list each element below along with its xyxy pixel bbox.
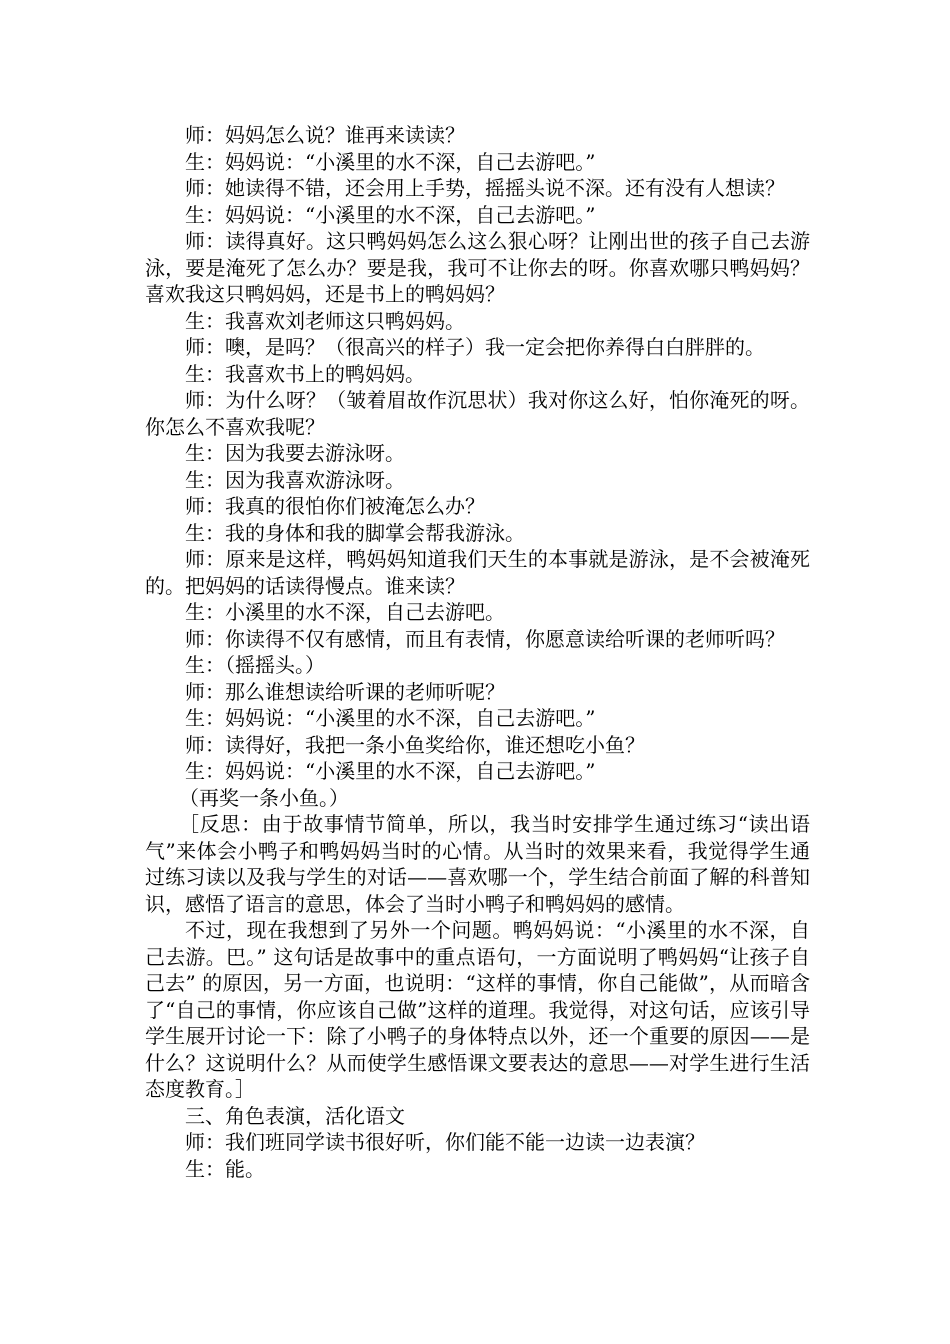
paragraph-16: 师：你读得不仅有感情，而且有表情，你愿意读给听课的老师听吗？ <box>185 626 785 651</box>
paragraph-7: 师：噢，是吗？（很高兴的样子）我一定会把你养得白白胖胖的。 <box>185 335 765 359</box>
paragraph-17: 生：（摇摇头。） <box>185 653 325 677</box>
reflection-paragraph-continued: 不过，现在我想到了另外一个问题。鸭妈妈说：“小溪里的水不深，自己去游。巴。” 这句话是故事中的重点语句，一方面说明了鸭妈妈“让孩子自己去” 的原因，另一方面，也说明：“这样的事情，你自己能做”，从而暗含了“自己的事情，你应该自己做”这样的道理。我觉得，对这句话，应该引导学生展开讨论一下：除了小鸭子的身体特点以外，还一个重要的原因——是什么？这说明什么？从而使学生感悟课文要表达的意思——对学生进行生活态度教育。］ <box>145 918 810 1101</box>
paragraph-21: 生：妈妈说：“小溪里的水不深，自己去游吧。” <box>185 759 596 783</box>
paragraph-2: 生：妈妈说：“小溪里的水不深，自己去游吧。” <box>185 149 596 174</box>
paragraph-8: 生：我喜欢书上的鸭妈妈。 <box>185 361 425 386</box>
paragraph-10: 生：因为我要去游泳呀。 <box>185 441 405 465</box>
paragraph-1: 师：妈妈怎么说？谁再来读读？ <box>185 123 465 147</box>
paragraph-26: 师：我们班同学读书很好听，你们能不能一边读一边表演？ <box>185 1130 705 1154</box>
paragraph-12: 师：我真的很怕你们被淹怎么办？ <box>185 494 485 518</box>
reflection-paragraph: ［反思：由于故事情节简单，所以，我当时安排学生通过练习“读出语气”来体会小鸭子和鸭妈妈当时的心情。从当时的效果来看，我觉得学生通过练习读以及我与学生的对话——喜欢哪一个，学生结合前面了解的科普知识，感悟了语言的意思，体会了当时小鸭子和鸭妈妈的感情。 <box>145 812 810 916</box>
section-heading: 三、角色表演，活化语文 <box>185 1103 405 1128</box>
paragraph-27: 生：能。 <box>185 1156 265 1181</box>
paragraph-6: 生：我喜欢刘老师这只鸭妈妈。 <box>185 308 465 333</box>
paragraph-5: 师：读得真好。这只鸭妈妈怎么这么狠心呀？让刚出世的孩子自己去游泳，要是淹死了怎么办？要是我，我可不让你去的呀。你喜欢哪只鸭妈妈？喜欢我这只鸭妈妈，还是书上的鸭妈妈？ <box>145 229 810 306</box>
paragraph-22: （再奖一条小鱼。） <box>179 785 349 810</box>
paragraph-18: 师：那么谁想读给听课的老师听呢？ <box>185 679 505 704</box>
paragraph-19: 生：妈妈说：“小溪里的水不深，自己去游吧。” <box>185 706 596 730</box>
paragraph-11: 生：因为我喜欢游泳呀。 <box>185 467 405 492</box>
paragraph-9: 师：为什么呀？（皱着眉故作沉思状）我对你这么好，怕你淹死的呀。你怎么不喜欢我呢？ <box>145 388 810 439</box>
paragraph-13: 生：我的身体和我的脚掌会帮我游泳。 <box>185 520 525 545</box>
paragraph-3: 师：她读得不错，还会用上手势，摇摇头说不深。还有没有人想读？ <box>185 176 785 200</box>
paragraph-4: 生：妈妈说：“小溪里的水不深，自己去游吧。” <box>185 202 596 227</box>
paragraph-20: 师：读得好，我把一条小鱼奖给你，谁还想吃小鱼？ <box>185 732 645 757</box>
document-body <box>145 122 810 1182</box>
paragraph-14: 师：原来是这样，鸭妈妈知道我们天生的本事就是游泳，是不会被淹死的。把妈妈的话读得慢点。谁来读？ <box>145 547 810 598</box>
paragraph-15: 生：小溪里的水不深，自己去游吧。 <box>185 600 505 624</box>
